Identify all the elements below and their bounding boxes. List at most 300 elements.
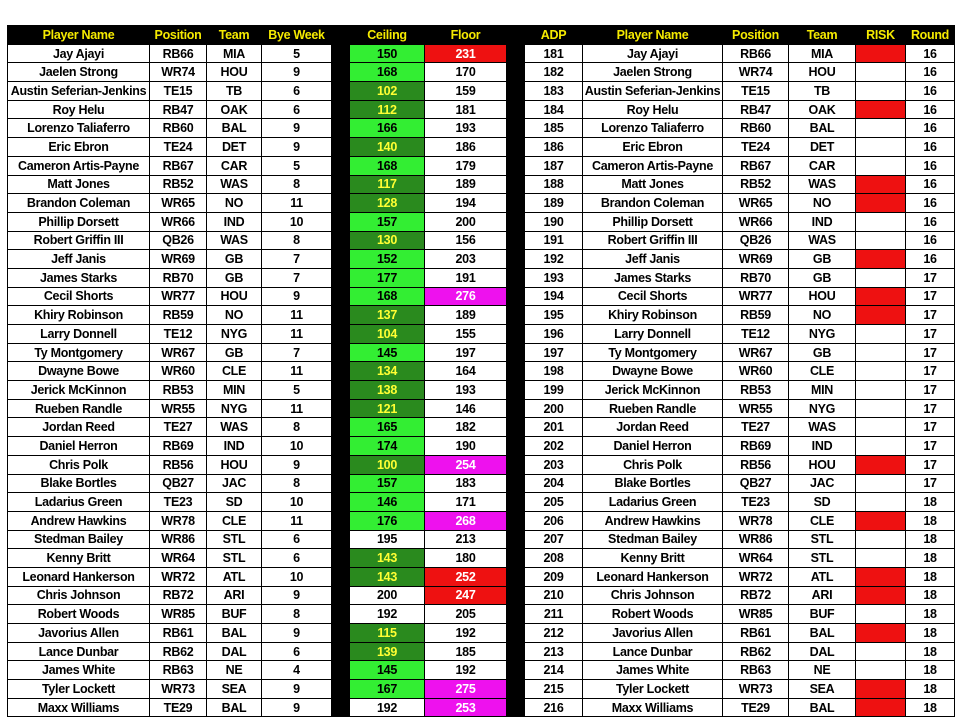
team-cell-2[interactable]: BUF <box>789 605 856 624</box>
position-cell[interactable]: RB60 <box>150 119 207 138</box>
bye-week-cell[interactable]: 11 <box>262 511 332 530</box>
table-row[interactable] <box>8 343 955 362</box>
floor-cell[interactable]: 155 <box>425 325 507 344</box>
adp-cell[interactable]: 216 <box>525 698 583 717</box>
position-cell-2[interactable]: WR78 <box>723 511 789 530</box>
position-cell-2[interactable]: RB52 <box>723 175 789 194</box>
position-cell-2[interactable]: RB59 <box>723 306 789 325</box>
risk-cell[interactable] <box>856 418 906 437</box>
risk-cell[interactable] <box>856 381 906 400</box>
floor-cell[interactable]: 276 <box>425 287 507 306</box>
round-cell[interactable]: 16 <box>906 250 955 269</box>
team-cell-2[interactable]: GB <box>789 343 856 362</box>
player-name-cell-2[interactable]: Eric Ebron <box>583 138 723 157</box>
risk-cell[interactable] <box>856 437 906 456</box>
table-row[interactable] <box>8 268 955 287</box>
player-name-cell[interactable]: Jay Ajayi <box>8 44 150 63</box>
team-cell[interactable]: IND <box>207 212 262 231</box>
team-cell[interactable]: SEA <box>207 680 262 699</box>
position-cell[interactable]: WR74 <box>150 63 207 82</box>
header-position-2[interactable]: Position <box>723 26 789 45</box>
player-name-cell[interactable]: Austin Seferian-Jenkins <box>8 82 150 101</box>
table-row[interactable] <box>8 194 955 213</box>
floor-cell[interactable]: 268 <box>425 511 507 530</box>
bye-week-cell[interactable]: 7 <box>262 250 332 269</box>
floor-cell[interactable]: 182 <box>425 418 507 437</box>
header-floor[interactable]: Floor <box>425 26 507 45</box>
position-cell[interactable]: TE24 <box>150 138 207 157</box>
adp-cell[interactable]: 183 <box>525 82 583 101</box>
player-name-cell[interactable]: Ladarius Green <box>8 493 150 512</box>
adp-cell[interactable]: 211 <box>525 605 583 624</box>
round-cell[interactable]: 16 <box>906 194 955 213</box>
team-cell[interactable]: NO <box>207 306 262 325</box>
player-name-cell-2[interactable]: James White <box>583 661 723 680</box>
risk-cell[interactable] <box>856 511 906 530</box>
table-row[interactable] <box>8 362 955 381</box>
team-cell[interactable]: SD <box>207 493 262 512</box>
team-cell[interactable]: OAK <box>207 100 262 119</box>
adp-cell[interactable]: 212 <box>525 624 583 643</box>
team-cell-2[interactable]: HOU <box>789 63 856 82</box>
floor-cell[interactable]: 189 <box>425 175 507 194</box>
position-cell[interactable]: TE29 <box>150 698 207 717</box>
ceiling-cell[interactable]: 166 <box>350 119 425 138</box>
risk-cell[interactable] <box>856 624 906 643</box>
round-cell[interactable]: 16 <box>906 63 955 82</box>
player-name-cell-2[interactable]: Jerick McKinnon <box>583 381 723 400</box>
team-cell[interactable]: WAS <box>207 231 262 250</box>
table-row[interactable] <box>8 306 955 325</box>
round-cell[interactable]: 16 <box>906 82 955 101</box>
team-cell[interactable]: WAS <box>207 175 262 194</box>
ceiling-cell[interactable]: 165 <box>350 418 425 437</box>
table-row[interactable] <box>8 212 955 231</box>
risk-cell[interactable] <box>856 642 906 661</box>
position-cell-2[interactable]: TE24 <box>723 138 789 157</box>
player-name-cell[interactable]: Blake Bortles <box>8 474 150 493</box>
team-cell[interactable]: DET <box>207 138 262 157</box>
bye-week-cell[interactable]: 11 <box>262 325 332 344</box>
adp-cell[interactable]: 215 <box>525 680 583 699</box>
position-cell[interactable]: RB70 <box>150 268 207 287</box>
player-name-cell-2[interactable]: Blake Bortles <box>583 474 723 493</box>
floor-cell[interactable]: 252 <box>425 567 507 586</box>
player-name-cell[interactable]: Khiry Robinson <box>8 306 150 325</box>
table-row[interactable] <box>8 399 955 418</box>
table-row[interactable] <box>8 474 955 493</box>
player-name-cell[interactable]: James White <box>8 661 150 680</box>
ceiling-cell[interactable]: 140 <box>350 138 425 157</box>
table-row[interactable] <box>8 287 955 306</box>
position-cell[interactable]: TE15 <box>150 82 207 101</box>
ceiling-cell[interactable]: 152 <box>350 250 425 269</box>
adp-cell[interactable]: 201 <box>525 418 583 437</box>
player-name-cell-2[interactable]: Lorenzo Taliaferro <box>583 119 723 138</box>
floor-cell[interactable]: 180 <box>425 549 507 568</box>
team-cell-2[interactable]: OAK <box>789 100 856 119</box>
header-adp[interactable]: ADP <box>525 26 583 45</box>
floor-cell[interactable]: 159 <box>425 82 507 101</box>
team-cell[interactable]: GB <box>207 343 262 362</box>
team-cell-2[interactable]: WAS <box>789 418 856 437</box>
ceiling-cell[interactable]: 104 <box>350 325 425 344</box>
player-name-cell[interactable]: Ty Montgomery <box>8 343 150 362</box>
position-cell-2[interactable]: QB27 <box>723 474 789 493</box>
risk-cell[interactable] <box>856 549 906 568</box>
position-cell[interactable]: RB63 <box>150 661 207 680</box>
table-row[interactable] <box>8 418 955 437</box>
player-name-cell-2[interactable]: Ladarius Green <box>583 493 723 512</box>
round-cell[interactable]: 18 <box>906 567 955 586</box>
table-row[interactable] <box>8 119 955 138</box>
ceiling-cell[interactable]: 100 <box>350 455 425 474</box>
floor-cell[interactable]: 205 <box>425 605 507 624</box>
risk-cell[interactable] <box>856 268 906 287</box>
team-cell[interactable]: HOU <box>207 63 262 82</box>
adp-cell[interactable]: 181 <box>525 44 583 63</box>
table-row[interactable] <box>8 175 955 194</box>
risk-cell[interactable] <box>856 586 906 605</box>
player-name-cell-2[interactable]: Ty Montgomery <box>583 343 723 362</box>
round-cell[interactable]: 17 <box>906 343 955 362</box>
player-name-cell[interactable]: Cameron Artis-Payne <box>8 156 150 175</box>
bye-week-cell[interactable]: 8 <box>262 231 332 250</box>
adp-cell[interactable]: 182 <box>525 63 583 82</box>
bye-week-cell[interactable]: 9 <box>262 680 332 699</box>
player-name-cell-2[interactable]: Tyler Lockett <box>583 680 723 699</box>
player-name-cell[interactable]: Dwayne Bowe <box>8 362 150 381</box>
player-name-cell[interactable]: James Starks <box>8 268 150 287</box>
position-cell-2[interactable]: WR65 <box>723 194 789 213</box>
risk-cell[interactable] <box>856 250 906 269</box>
risk-cell[interactable] <box>856 698 906 717</box>
position-cell-2[interactable]: WR73 <box>723 680 789 699</box>
risk-cell[interactable] <box>856 343 906 362</box>
bye-week-cell[interactable]: 11 <box>262 194 332 213</box>
bye-week-cell[interactable]: 9 <box>262 455 332 474</box>
position-cell-2[interactable]: WR55 <box>723 399 789 418</box>
position-cell[interactable]: RB66 <box>150 44 207 63</box>
ceiling-cell[interactable]: 138 <box>350 381 425 400</box>
table-row[interactable] <box>8 231 955 250</box>
team-cell[interactable]: ARI <box>207 586 262 605</box>
risk-cell[interactable] <box>856 455 906 474</box>
player-name-cell[interactable]: Lance Dunbar <box>8 642 150 661</box>
bye-week-cell[interactable]: 8 <box>262 175 332 194</box>
ceiling-cell[interactable]: 200 <box>350 586 425 605</box>
risk-cell[interactable] <box>856 306 906 325</box>
bye-week-cell[interactable]: 8 <box>262 605 332 624</box>
table-row[interactable] <box>8 605 955 624</box>
position-cell-2[interactable]: WR67 <box>723 343 789 362</box>
ceiling-cell[interactable]: 146 <box>350 493 425 512</box>
header-team[interactable]: Team <box>207 26 262 45</box>
header-team-2[interactable]: Team <box>789 26 856 45</box>
team-cell-2[interactable]: TB <box>789 82 856 101</box>
adp-cell[interactable]: 214 <box>525 661 583 680</box>
adp-cell[interactable]: 203 <box>525 455 583 474</box>
risk-cell[interactable] <box>856 362 906 381</box>
position-cell[interactable]: QB26 <box>150 231 207 250</box>
team-cell-2[interactable]: GB <box>789 268 856 287</box>
team-cell-2[interactable]: HOU <box>789 287 856 306</box>
team-cell-2[interactable]: WAS <box>789 231 856 250</box>
table-row[interactable] <box>8 624 955 643</box>
ceiling-cell[interactable]: 176 <box>350 511 425 530</box>
team-cell[interactable]: STL <box>207 549 262 568</box>
ceiling-cell[interactable]: 102 <box>350 82 425 101</box>
floor-cell[interactable]: 191 <box>425 268 507 287</box>
bye-week-cell[interactable]: 6 <box>262 642 332 661</box>
player-name-cell-2[interactable]: Jeff Janis <box>583 250 723 269</box>
player-name-cell-2[interactable]: Chris Johnson <box>583 586 723 605</box>
team-cell-2[interactable]: IND <box>789 212 856 231</box>
ceiling-cell[interactable]: 115 <box>350 624 425 643</box>
adp-cell[interactable]: 187 <box>525 156 583 175</box>
risk-cell[interactable] <box>856 567 906 586</box>
bye-week-cell[interactable]: 4 <box>262 661 332 680</box>
team-cell[interactable]: BAL <box>207 119 262 138</box>
bye-week-cell[interactable]: 9 <box>262 119 332 138</box>
position-cell-2[interactable]: RB47 <box>723 100 789 119</box>
team-cell-2[interactable]: BAL <box>789 624 856 643</box>
team-cell[interactable]: BAL <box>207 624 262 643</box>
table-row[interactable] <box>8 325 955 344</box>
position-cell[interactable]: WR85 <box>150 605 207 624</box>
floor-cell[interactable]: 156 <box>425 231 507 250</box>
ceiling-cell[interactable]: 128 <box>350 194 425 213</box>
player-name-cell[interactable]: Jordan Reed <box>8 418 150 437</box>
risk-cell[interactable] <box>856 63 906 82</box>
team-cell[interactable]: NO <box>207 194 262 213</box>
ceiling-cell[interactable]: 168 <box>350 63 425 82</box>
position-cell[interactable]: WR65 <box>150 194 207 213</box>
bye-week-cell[interactable]: 9 <box>262 138 332 157</box>
position-cell[interactable]: WR73 <box>150 680 207 699</box>
player-name-cell[interactable]: Kenny Britt <box>8 549 150 568</box>
adp-cell[interactable]: 192 <box>525 250 583 269</box>
player-name-cell[interactable]: Brandon Coleman <box>8 194 150 213</box>
round-cell[interactable]: 17 <box>906 455 955 474</box>
floor-cell[interactable]: 146 <box>425 399 507 418</box>
bye-week-cell[interactable]: 11 <box>262 399 332 418</box>
ceiling-cell[interactable]: 174 <box>350 437 425 456</box>
round-cell[interactable]: 17 <box>906 287 955 306</box>
round-cell[interactable]: 18 <box>906 642 955 661</box>
header-player-name[interactable]: Player Name <box>8 26 150 45</box>
team-cell-2[interactable]: CAR <box>789 156 856 175</box>
position-cell[interactable]: QB27 <box>150 474 207 493</box>
team-cell[interactable]: JAC <box>207 474 262 493</box>
player-name-cell[interactable]: Lorenzo Taliaferro <box>8 119 150 138</box>
team-cell[interactable]: GB <box>207 250 262 269</box>
team-cell[interactable]: STL <box>207 530 262 549</box>
bye-week-cell[interactable]: 8 <box>262 474 332 493</box>
team-cell[interactable]: NYG <box>207 325 262 344</box>
team-cell-2[interactable]: DAL <box>789 642 856 661</box>
adp-cell[interactable]: 188 <box>525 175 583 194</box>
bye-week-cell[interactable]: 10 <box>262 493 332 512</box>
position-cell-2[interactable]: RB69 <box>723 437 789 456</box>
team-cell[interactable]: HOU <box>207 287 262 306</box>
adp-cell[interactable]: 195 <box>525 306 583 325</box>
round-cell[interactable]: 16 <box>906 100 955 119</box>
player-name-cell-2[interactable]: Jay Ajayi <box>583 44 723 63</box>
floor-cell[interactable]: 193 <box>425 381 507 400</box>
table-row[interactable] <box>8 100 955 119</box>
position-cell[interactable]: RB56 <box>150 455 207 474</box>
team-cell[interactable]: CLE <box>207 362 262 381</box>
team-cell-2[interactable]: IND <box>789 437 856 456</box>
adp-cell[interactable]: 204 <box>525 474 583 493</box>
adp-cell[interactable]: 205 <box>525 493 583 512</box>
player-name-cell-2[interactable]: Khiry Robinson <box>583 306 723 325</box>
floor-cell[interactable]: 181 <box>425 100 507 119</box>
risk-cell[interactable] <box>856 399 906 418</box>
team-cell-2[interactable]: BAL <box>789 698 856 717</box>
position-cell-2[interactable]: RB60 <box>723 119 789 138</box>
position-cell[interactable]: WR86 <box>150 530 207 549</box>
floor-cell[interactable]: 194 <box>425 194 507 213</box>
table-row[interactable] <box>8 549 955 568</box>
table-row[interactable] <box>8 156 955 175</box>
position-cell[interactable]: RB52 <box>150 175 207 194</box>
table-row[interactable] <box>8 250 955 269</box>
player-name-cell-2[interactable]: James Starks <box>583 268 723 287</box>
risk-cell[interactable] <box>856 493 906 512</box>
table-row[interactable] <box>8 698 955 717</box>
player-name-cell-2[interactable]: Javorius Allen <box>583 624 723 643</box>
round-cell[interactable]: 18 <box>906 680 955 699</box>
bye-week-cell[interactable]: 9 <box>262 287 332 306</box>
header-risk[interactable]: RISK <box>856 26 906 45</box>
round-cell[interactable]: 18 <box>906 605 955 624</box>
header-ceiling[interactable]: Ceiling <box>350 26 425 45</box>
bye-week-cell[interactable]: 6 <box>262 82 332 101</box>
table-row[interactable] <box>8 44 955 63</box>
position-cell-2[interactable]: TE29 <box>723 698 789 717</box>
bye-week-cell[interactable]: 10 <box>262 437 332 456</box>
round-cell[interactable]: 18 <box>906 698 955 717</box>
round-cell[interactable]: 17 <box>906 362 955 381</box>
bye-week-cell[interactable]: 9 <box>262 698 332 717</box>
team-cell[interactable]: CAR <box>207 156 262 175</box>
player-name-cell[interactable]: Javorius Allen <box>8 624 150 643</box>
team-cell-2[interactable]: ARI <box>789 586 856 605</box>
team-cell[interactable]: MIN <box>207 381 262 400</box>
floor-cell[interactable]: 213 <box>425 530 507 549</box>
risk-cell[interactable] <box>856 156 906 175</box>
position-cell[interactable]: WR69 <box>150 250 207 269</box>
position-cell-2[interactable]: WR85 <box>723 605 789 624</box>
ceiling-cell[interactable]: 168 <box>350 156 425 175</box>
team-cell-2[interactable]: MIN <box>789 381 856 400</box>
team-cell[interactable]: BAL <box>207 698 262 717</box>
player-name-cell-2[interactable]: Chris Polk <box>583 455 723 474</box>
player-name-cell-2[interactable]: Leonard Hankerson <box>583 567 723 586</box>
position-cell-2[interactable]: RB67 <box>723 156 789 175</box>
player-name-cell[interactable]: Chris Polk <box>8 455 150 474</box>
table-row[interactable] <box>8 642 955 661</box>
adp-cell[interactable]: 209 <box>525 567 583 586</box>
team-cell[interactable]: NE <box>207 661 262 680</box>
team-cell-2[interactable]: NYG <box>789 325 856 344</box>
adp-cell[interactable]: 196 <box>525 325 583 344</box>
risk-cell[interactable] <box>856 474 906 493</box>
adp-cell[interactable]: 186 <box>525 138 583 157</box>
position-cell-2[interactable]: WR64 <box>723 549 789 568</box>
team-cell-2[interactable]: CLE <box>789 511 856 530</box>
position-cell[interactable]: WR66 <box>150 212 207 231</box>
position-cell[interactable]: WR72 <box>150 567 207 586</box>
table-row[interactable] <box>8 455 955 474</box>
team-cell[interactable]: NYG <box>207 399 262 418</box>
ceiling-cell[interactable]: 157 <box>350 212 425 231</box>
bye-week-cell[interactable]: 9 <box>262 63 332 82</box>
table-row[interactable] <box>8 138 955 157</box>
position-cell-2[interactable]: TE23 <box>723 493 789 512</box>
player-name-cell[interactable]: Roy Helu <box>8 100 150 119</box>
round-cell[interactable]: 18 <box>906 661 955 680</box>
table-row[interactable] <box>8 493 955 512</box>
floor-cell[interactable]: 200 <box>425 212 507 231</box>
player-name-cell[interactable]: Tyler Lockett <box>8 680 150 699</box>
ceiling-cell[interactable]: 112 <box>350 100 425 119</box>
adp-cell[interactable]: 190 <box>525 212 583 231</box>
player-name-cell[interactable]: Phillip Dorsett <box>8 212 150 231</box>
adp-cell[interactable]: 199 <box>525 381 583 400</box>
team-cell-2[interactable]: HOU <box>789 455 856 474</box>
round-cell[interactable]: 16 <box>906 119 955 138</box>
player-name-cell-2[interactable]: Roy Helu <box>583 100 723 119</box>
player-name-cell-2[interactable]: Phillip Dorsett <box>583 212 723 231</box>
bye-week-cell[interactable]: 7 <box>262 343 332 362</box>
adp-cell[interactable]: 185 <box>525 119 583 138</box>
player-name-cell[interactable]: Daniel Herron <box>8 437 150 456</box>
player-name-cell-2[interactable]: Brandon Coleman <box>583 194 723 213</box>
ceiling-cell[interactable]: 167 <box>350 680 425 699</box>
risk-cell[interactable] <box>856 530 906 549</box>
round-cell[interactable]: 18 <box>906 586 955 605</box>
table-row[interactable] <box>8 661 955 680</box>
team-cell-2[interactable]: NO <box>789 306 856 325</box>
player-name-cell[interactable]: Andrew Hawkins <box>8 511 150 530</box>
bye-week-cell[interactable]: 6 <box>262 100 332 119</box>
floor-cell[interactable]: 231 <box>425 44 507 63</box>
round-cell[interactable]: 16 <box>906 231 955 250</box>
floor-cell[interactable]: 186 <box>425 138 507 157</box>
round-cell[interactable]: 17 <box>906 437 955 456</box>
table-row[interactable] <box>8 511 955 530</box>
round-cell[interactable]: 16 <box>906 212 955 231</box>
floor-cell[interactable]: 193 <box>425 119 507 138</box>
ceiling-cell[interactable]: 121 <box>350 399 425 418</box>
floor-cell[interactable]: 185 <box>425 642 507 661</box>
header-player-name-2[interactable]: Player Name <box>583 26 723 45</box>
player-name-cell-2[interactable]: Robert Woods <box>583 605 723 624</box>
round-cell[interactable]: 17 <box>906 381 955 400</box>
team-cell-2[interactable]: NO <box>789 194 856 213</box>
position-cell-2[interactable]: WR66 <box>723 212 789 231</box>
ceiling-cell[interactable]: 137 <box>350 306 425 325</box>
position-cell-2[interactable]: TE15 <box>723 82 789 101</box>
player-name-cell[interactable]: Larry Donnell <box>8 325 150 344</box>
risk-cell[interactable] <box>856 287 906 306</box>
position-cell[interactable]: WR67 <box>150 343 207 362</box>
team-cell[interactable]: WAS <box>207 418 262 437</box>
bye-week-cell[interactable]: 11 <box>262 362 332 381</box>
